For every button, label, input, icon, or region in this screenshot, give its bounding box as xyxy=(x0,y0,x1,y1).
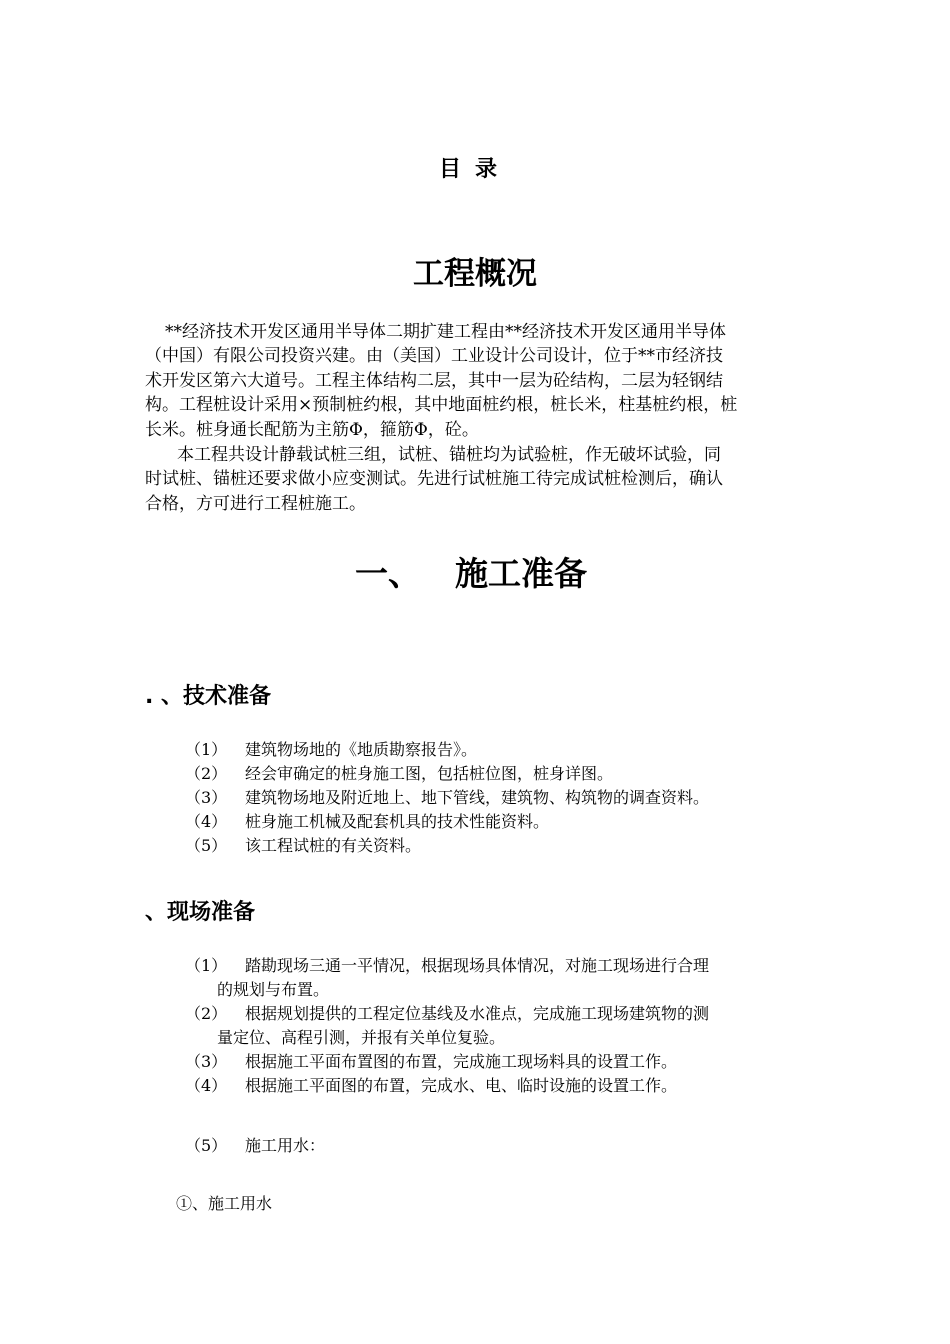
overview-paragraph-2 xyxy=(177,443,721,467)
list-item: （4） 桩身施工机械及配套机具的技术性能资料。 xyxy=(185,812,550,831)
list-item: （3） 建筑物场地及附近地上、地下管线，建筑物、构筑物的调查资料。 xyxy=(185,788,710,807)
site-prep-heading: 、现场准备 xyxy=(145,900,256,925)
list-item: （5） 施工用水： xyxy=(185,1136,326,1155)
list-item-continuation: 量定位、高程引测，并报有关单位复验。 xyxy=(217,1028,506,1047)
overview-p1-line: （中国）有限公司投资兴建。由（美国）工业设计公司设计，位于**市经济技 xyxy=(145,346,723,366)
section-heading xyxy=(355,548,587,595)
list-item: （5） 该工程试桩的有关资料。 xyxy=(185,836,422,855)
tech-prep-heading: . 、技术准备 xyxy=(145,684,272,709)
list-item: （2） 根据规划提供的工程定位基线及水准点，完成施工现场建筑物的测 xyxy=(185,1004,710,1023)
section-number: 一、 xyxy=(355,554,421,593)
overview-paragraph-1-rest xyxy=(145,344,737,442)
overview-p1-line: **经济技术开发区通用半导体二期扩建工程由**经济技术开发区通用半导体 xyxy=(165,322,726,342)
tech-prep-list xyxy=(185,738,709,858)
list-item: （4） 根据施工平面图的布置，完成水、电、临时设施的设置工作。 xyxy=(185,1076,678,1095)
list-item: （1） 建筑物场地的《地质勘察报告》。 xyxy=(185,740,478,759)
list-item: （3） 根据施工平面布置图的布置，完成施工现场料具的设置工作。 xyxy=(185,1052,678,1071)
overview-p1-line: 术开发区第六大道号。工程主体结构二层，其中一层为砼结构，二层为轻钢结 xyxy=(145,370,723,391)
section-title: 施工准备 xyxy=(455,554,587,593)
overview-paragraph-2-rest xyxy=(145,467,723,517)
overview-title: 工程概况 xyxy=(413,256,537,292)
list-item: （2） 经会审确定的桩身施工图，包括桩位图，桩身详图。 xyxy=(185,764,614,783)
list-item: （1） 踏勘现场三通一平情况，根据现场具体情况，对施工现场进行合理 xyxy=(185,956,710,975)
list-item-continuation: 的规划与布置。 xyxy=(217,980,330,999)
overview-p2-line: 合格，方可进行工程桩施工。 xyxy=(145,494,366,514)
site-prep-list xyxy=(185,954,709,1098)
sub-item: ①、施工用水 xyxy=(176,1194,273,1213)
overview-p2-line: 本工程共设计静载试桩三组，试桩、锚桩均为试验桩，作无破坏试验，同 xyxy=(177,445,721,465)
overview-paragraph-1 xyxy=(165,320,726,344)
overview-p1-line: 长米。桩身通长配筋为主筋Φ，箍筋Φ，砼。 xyxy=(145,419,479,440)
toc-title: 目录 xyxy=(438,156,511,182)
overview-p2-line: 时试桩、锚桩还要求做小应变测试。先进行试桩施工待完成试桩检测后，确认 xyxy=(145,469,723,489)
overview-p1-line: 构。工程桩设计采用×预制桩约根，其中地面桩约根，桩长米，柱基桩约根，桩 xyxy=(145,395,738,415)
